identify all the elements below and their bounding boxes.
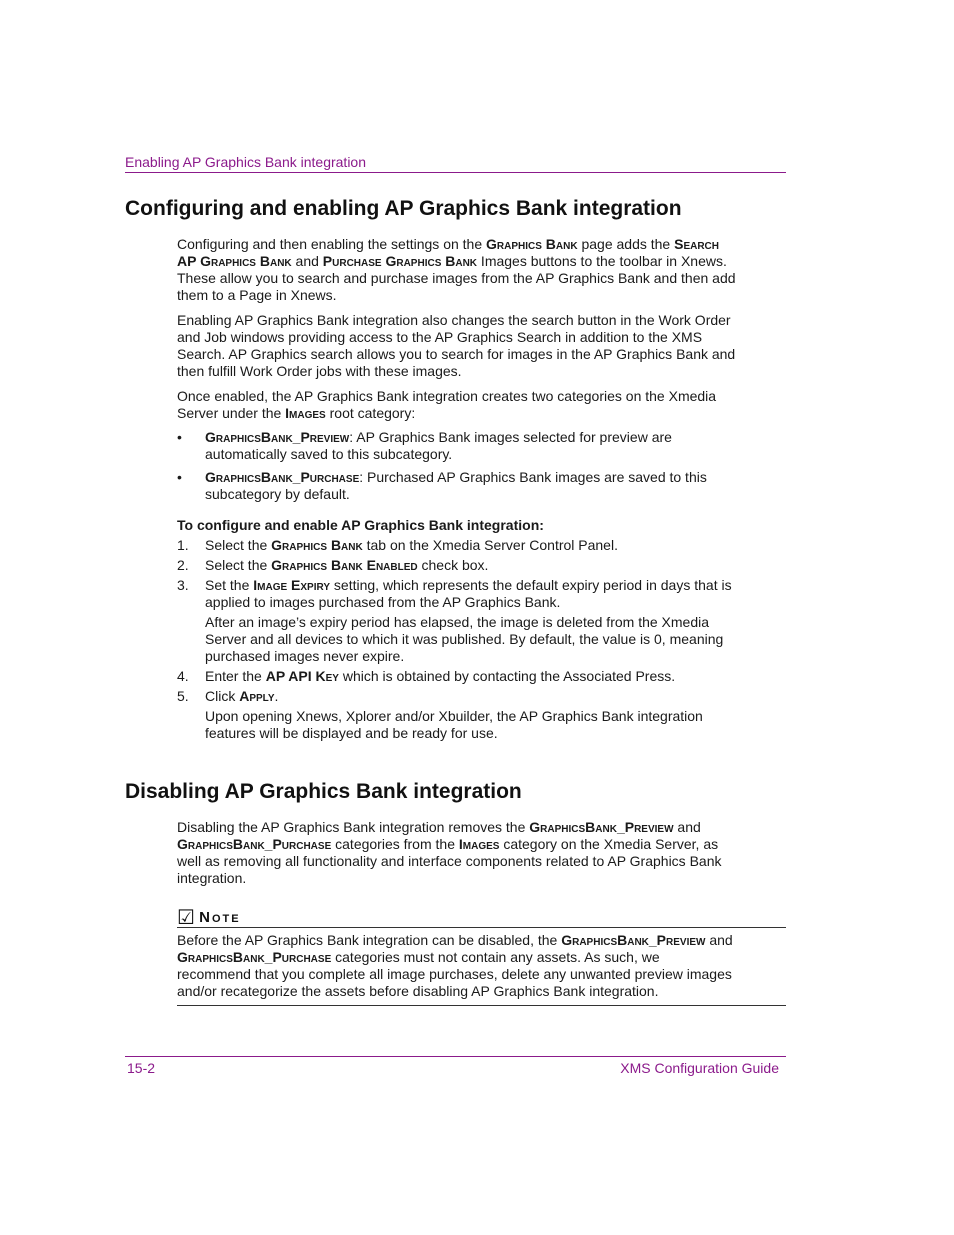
step-detail: After an image’s expiry period has elapsed, the image is deleted from the Xmedia Server and all devices to which it was published. By default, the value is 0, meaning purchased images never expire.: [205, 614, 724, 664]
step-item: 2. Select the Graphics Bank Enabled check box.: [177, 557, 489, 573]
list-item: • GraphicsBank_Preview: AP Graphics Bank images selected for preview are automatically saved to this subcategory.: [177, 429, 672, 462]
footer-rule: [125, 1056, 786, 1057]
step-detail: Upon opening Xnews, Xplorer and/or Xbuilder, the AP Graphics Bank integration features will be displayed and be ready for use.: [205, 708, 703, 741]
note-rule-top: [177, 927, 786, 928]
section-heading-configuring: Configuring and enabling AP Graphics Bank integration: [125, 197, 682, 220]
header-rule: [125, 172, 786, 173]
section-body-configuring: [177, 236, 737, 745]
step-item: 5. Click Apply. Upon opening Xnews, Xplorer and/or Xbuilder, the AP Graphics Bank integration features will be displayed and be ready for use.: [177, 688, 737, 742]
paragraph: Once enabled, the AP Graphics Bank integration creates two categories on the Xmedia Server under the Images root category:: [177, 388, 717, 421]
paragraph: Disabling the AP Graphics Bank integration removes the GraphicsBank_Preview and GraphicsBank_Purchase categories from the Images category on the Xmedia Server, as well as removing all functionality and interface components related to AP Graphics Bank integration.: [177, 819, 722, 886]
section-body-disabling: [177, 819, 737, 887]
list-item: • GraphicsBank_Purchase: Purchased AP Graphics Bank images are saved to this subcategory by default.: [177, 469, 707, 502]
note-body: Before the AP Graphics Bank integration can be disabled, the GraphicsBank_Preview and GraphicsBank_Purchase categories must not contain any assets. As such, we recommend that you complete all image purchases, delete any unwanted preview images and/or recategorize the assets before disabling AP Graphics Bank integration.: [177, 932, 733, 999]
page-number: 15-2: [127, 1060, 156, 1076]
paragraph: Configuring and then enabling the settings on the Graphics Bank page adds the Search AP Graphics Bank and Purchase Graphics Bank Images buttons to the toolbar in Xnews. These allow you to search and purchase images from the AP Graphics Bank and then add them to a Page in Xnews.: [177, 236, 736, 303]
guide-title: XMS Configuration Guide: [620, 1060, 779, 1076]
procedure-title: To configure and enable AP Graphics Bank integration:: [177, 517, 544, 533]
category-list: [177, 429, 737, 503]
step-item: 4. Enter the AP API Key which is obtained by contacting the Associated Press.: [177, 668, 676, 684]
procedure-steps: [177, 537, 737, 742]
checkbox-icon: ☑: [177, 907, 195, 929]
paragraph: Enabling AP Graphics Bank integration also changes the search button in the Work Order and Job windows providing access to the AP Graphics Search in addition to the XMS Search. AP Graphics search allows you to search for images in the AP Graphics Bank and then fulfill Work Order jobs with these images.: [177, 312, 736, 379]
running-header: Enabling AP Graphics Bank integration: [125, 154, 367, 170]
step-item: 3. Set the Image Expiry setting, which represents the default expiry period in days that is applied to images purchased from the AP Graphics Bank. After an image’s expiry period has elapsed, the image is deleted from the Xmedia Server and all devices to which it was published. By default, the value is 0, meaning purchased images never expire.: [177, 577, 737, 665]
step-item: 1. Select the Graphics Bank tab on the Xmedia Server Control Panel.: [177, 537, 618, 553]
section-heading-disabling: Disabling AP Graphics Bank integration: [125, 780, 522, 803]
note-label: Note: [199, 909, 241, 926]
note-rule-bottom: [177, 1005, 786, 1006]
